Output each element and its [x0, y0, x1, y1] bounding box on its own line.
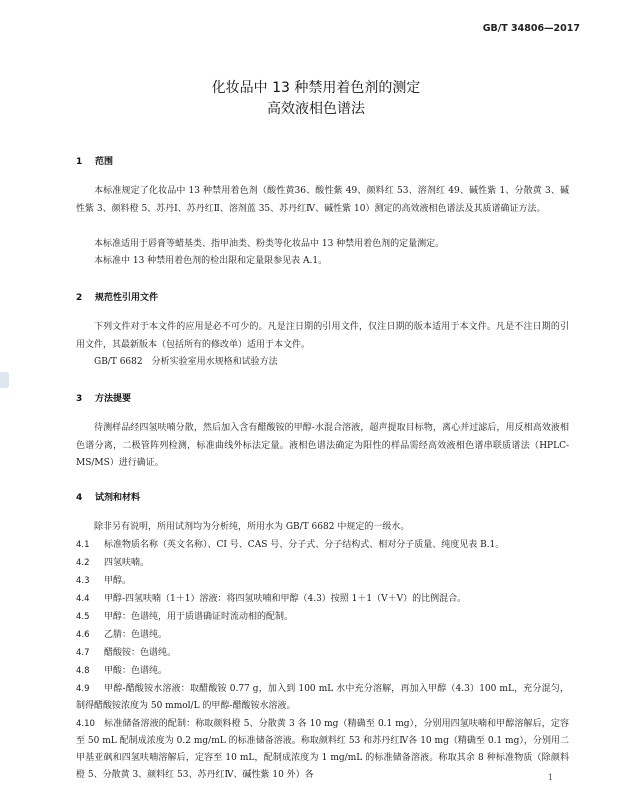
- section-4-intro: 除非另有说明，所用试剂均为分析纯，所用水为 GB/T 6682 中规定的一级水。: [94, 522, 410, 532]
- section-2-reference: GB/T 6682 分析实验室用水规格和试验方法: [94, 357, 278, 367]
- list-item: 4.1 标准物质名称（英文名称）、CI 号、CAS 号、分子式、分子结构式、相对分子质量、纯度见表 B.1。: [76, 540, 505, 550]
- section-2-heading: 2 规范性引用文件: [76, 293, 159, 303]
- scan-edge-mark: [0, 372, 9, 388]
- title-line-2: 高效液相色谱法: [267, 101, 365, 117]
- section-4-heading: 4 试剂和材料: [76, 493, 141, 503]
- section-1-paragraph-1: 本标准规定了化妆品中 13 种禁用着色剂（酸性黄36、酸性紫 49、颜料红 53、溶剂红 49、碱性紫 1、分散黄 3、碱性紫 3、颜料橙 5、苏丹Ⅰ、苏丹红Ⅱ、溶剂蓝 35、苏丹红Ⅳ、碱性紫 10）测定的高效液相色谱法及其质谱确证方法。: [76, 186, 569, 214]
- section-3-heading: 3 方法提要: [76, 394, 132, 404]
- section-1-paragraph-2: 本标准适用于唇膏等蜡基类、指甲油类、粉类等化妆品中 13 种禁用着色剂的定量测定。: [94, 239, 445, 249]
- section-1-paragraph-3: 本标准中 13 种禁用着色剂的检出限和定量限参见表 A.1。: [94, 256, 328, 266]
- list-item: 4.9 甲醇-醋酸铵水溶液：取醋酸铵 0.77 g，加入到 100 mL 水中充分溶解，再加入甲醇（4.3）100 mL，充分混匀，制得醋酸铵浓度为 50 mmol/L 的甲醇-醋酸铵水溶液。: [76, 684, 569, 711]
- list-item: 4.6 乙腈：色谱纯。: [76, 630, 168, 640]
- list-item: 4.7 醋酸铵：色谱纯。: [76, 648, 177, 658]
- list-item: 4.4 甲醇-四氢呋喃（1＋1）溶液：将四氢呋喃和甲醇（4.3）按照 1＋1（V＋V）的比例混合。: [76, 594, 467, 604]
- section-1-heading: 1 范围: [76, 157, 114, 167]
- list-item: 4.10 标准储备溶液的配制：称取颜料橙 5、分散黄 3 各 10 mg（精确至 0.1 mg），分别用四氢呋喃和甲醇溶解后，定容至 50 mL 配制成浓度为 0.2 mg/mL 的标准储备溶液。称取颜料红 53 和苏丹红Ⅳ各 10 mg（精确至 0.1 mg），分别用二甲基亚砜和四氢呋喃溶解后，定容至 10 mL，配制成浓度为 1 mg/mL 的标准储备溶液。称取其余 8 种标准物质（除颜料橙 5、分散黄 3、颜料红 53、苏丹红Ⅳ、碱性紫 10 外）各: [76, 719, 569, 780]
- list-item: 4.2 四氢呋喃。: [76, 558, 150, 568]
- list-item: 4.8 甲酸：色谱纯。: [76, 666, 168, 676]
- list-item: 4.3 甲醇。: [76, 576, 132, 586]
- list-item: 4.5 甲醇：色谱纯，用于质谱确证时流动相的配制。: [76, 612, 294, 622]
- title-line-1: 化妆品中 13 种禁用着色剂的测定: [211, 80, 421, 96]
- page-number: 1: [547, 773, 553, 782]
- section-3-paragraph-1: 待测样品经四氢呋喃分散，然后加入含有醋酸铵的甲醇-水混合溶液，超声提取目标物，离心并过滤后，用反相高效液相色谱分离，二极管阵列检测，标准曲线外标法定量。液相色谱法确定为阳性的样品需经高效液相色谱串联质谱法（HPLC-MS/MS）进行确证。: [76, 423, 569, 468]
- section-2-paragraph-1: 下列文件对于本文件的应用是必不可少的。凡是注日期的引用文件，仅注日期的版本适用于本文件。凡是不注日期的引用文件，其最新版本（包括所有的修改单）适用于本文件。: [76, 322, 569, 350]
- standard-code: GB/T 34806—2017: [482, 23, 580, 34]
- document-title: [0, 78, 632, 120]
